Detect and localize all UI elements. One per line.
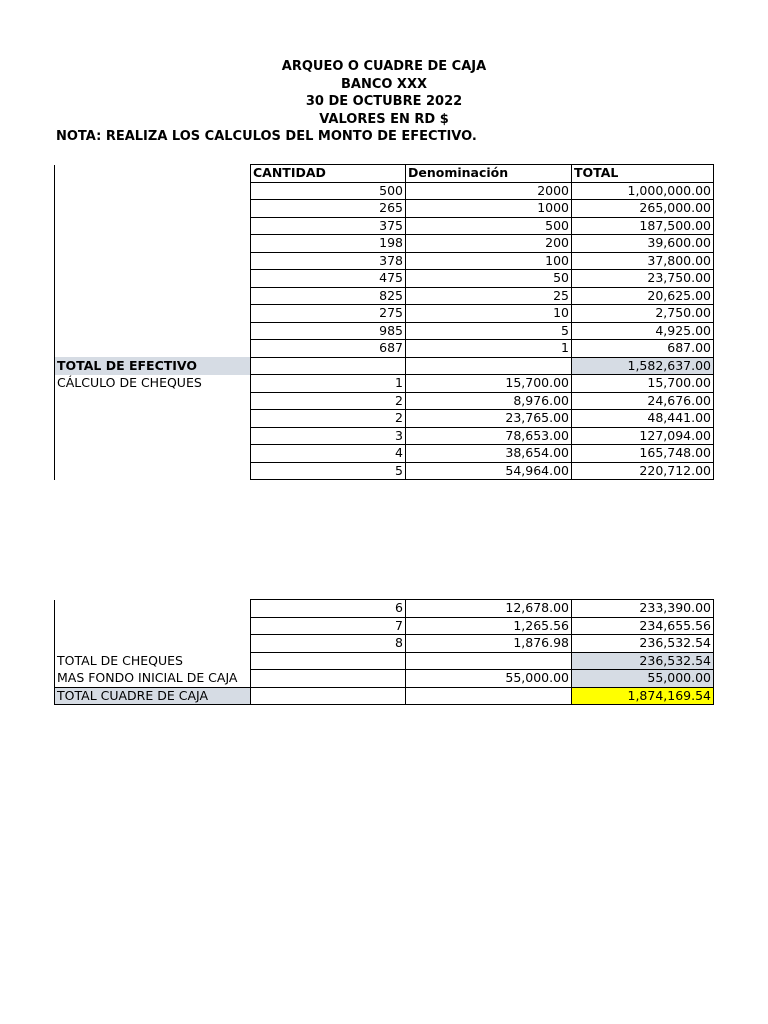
cheque-number-cell: 8 (251, 635, 406, 653)
label-cell (55, 182, 251, 200)
column-header-cantidad: CANTIDAD (251, 165, 406, 183)
label-cell (55, 600, 251, 618)
cash-row (55, 182, 714, 200)
denominacion-cell: 200 (406, 235, 572, 253)
total-cell: 37,800.00 (572, 252, 714, 270)
cheque-amount-cell: 54,964.00 (406, 462, 572, 480)
cheque-amount-cell: 8,976.00 (406, 392, 572, 410)
denominacion-cell: 500 (406, 217, 572, 235)
total-cell: 187,500.00 (572, 217, 714, 235)
denominacion-cell: 50 (406, 270, 572, 288)
empty-cell (251, 687, 406, 705)
total-cheques-row (55, 652, 714, 670)
total-efectivo-value: 1,582,637.00 (572, 357, 714, 375)
currency-note: VALORES EN RD $ (319, 112, 449, 127)
cheque-cumulative-cell: 234,655.56 (572, 617, 714, 635)
cash-row (55, 322, 714, 340)
cheque-amount-cell: 1,265.56 (406, 617, 572, 635)
total-cell: 39,600.00 (572, 235, 714, 253)
cheque-number-cell: 2 (251, 410, 406, 428)
cash-table (54, 164, 714, 480)
total-cheques-value: 236,532.54 (572, 652, 714, 670)
cheque-row (55, 445, 714, 463)
label-cell (55, 427, 251, 445)
cheque-amount-cell: 15,700.00 (406, 375, 572, 393)
cheque-amount-cell: 1,876.98 (406, 635, 572, 653)
cheque-number-cell: 7 (251, 617, 406, 635)
cheque-cumulative-cell: 233,390.00 (572, 600, 714, 618)
cantidad-cell: 265 (251, 200, 406, 218)
cash-row (55, 270, 714, 288)
cheque-cumulative-cell: 127,094.00 (572, 427, 714, 445)
denominacion-cell: 10 (406, 305, 572, 323)
cheque-number-cell: 1 (251, 375, 406, 393)
total-efectivo-row (55, 357, 714, 375)
cheque-number-cell: 5 (251, 462, 406, 480)
cantidad-cell: 375 (251, 217, 406, 235)
cheque-amount-cell: 12,678.00 (406, 600, 572, 618)
cash-row (55, 287, 714, 305)
empty-cell (251, 652, 406, 670)
label-cell (55, 340, 251, 358)
cantidad-cell: 378 (251, 252, 406, 270)
total-cell: 265,000.00 (572, 200, 714, 218)
total-cell: 687.00 (572, 340, 714, 358)
cheque-row (55, 462, 714, 480)
label-cell (55, 617, 251, 635)
label-cell (55, 270, 251, 288)
cash-row (55, 217, 714, 235)
cheque-row (55, 617, 714, 635)
fondo-inicial-label: MAS FONDO INICIAL DE CAJA (55, 670, 251, 688)
label-cell (55, 462, 251, 480)
total-efectivo-label: TOTAL DE EFECTIVO (55, 357, 251, 375)
denominacion-cell: 100 (406, 252, 572, 270)
report-date: 30 DE OCTUBRE 2022 (305, 94, 463, 109)
cash-row (55, 305, 714, 323)
cheque-cumulative-cell: 48,441.00 (572, 410, 714, 428)
total-cheques-label: TOTAL DE CHEQUES (55, 652, 251, 670)
cantidad-cell: 825 (251, 287, 406, 305)
label-cell (55, 635, 251, 653)
cantidad-cell: 475 (251, 270, 406, 288)
cash-row (55, 235, 714, 253)
cheque-amount-cell: 38,654.00 (406, 445, 572, 463)
denominacion-cell: 1 (406, 340, 572, 358)
cheque-cumulative-cell: 24,676.00 (572, 392, 714, 410)
denominacion-cell: 25 (406, 287, 572, 305)
total-cuadre-label: TOTAL CUADRE DE CAJA (55, 687, 251, 705)
fondo-inicial-value: 55,000.00 (572, 670, 714, 688)
total-cell: 1,000,000.00 (572, 182, 714, 200)
fondo-inicial-row (55, 670, 714, 688)
fondo-inicial-amount: 55,000.00 (406, 670, 572, 688)
cheque-row (55, 410, 714, 428)
cheque-row (55, 427, 714, 445)
cheque-number-cell: 6 (251, 600, 406, 618)
cheque-number-cell: 2 (251, 392, 406, 410)
cantidad-cell: 275 (251, 305, 406, 323)
cheque-cumulative-cell: 236,532.54 (572, 635, 714, 653)
cheque-number-cell: 3 (251, 427, 406, 445)
cash-row (55, 340, 714, 358)
cantidad-cell: 687 (251, 340, 406, 358)
denominacion-cell: 1000 (406, 200, 572, 218)
cheque-amount-cell: 23,765.00 (406, 410, 572, 428)
total-cuadre-row (55, 687, 714, 705)
label-cell (55, 410, 251, 428)
total-cell: 23,750.00 (572, 270, 714, 288)
label-cell (55, 287, 251, 305)
instruction-note: NOTA: REALIZA LOS CALCULOS DEL MONTO DE EFECTIVO. (56, 129, 477, 144)
denominacion-cell: 2000 (406, 182, 572, 200)
cheque-cumulative-cell: 220,712.00 (572, 462, 714, 480)
label-cell (55, 252, 251, 270)
column-header-total: TOTAL (572, 165, 714, 183)
label-cell (55, 392, 251, 410)
cash-row (55, 252, 714, 270)
label-cell (55, 305, 251, 323)
empty-cell (406, 687, 572, 705)
label-cell (55, 235, 251, 253)
cheque-amount-cell: 78,653.00 (406, 427, 572, 445)
cantidad-cell: 500 (251, 182, 406, 200)
cheque-row (55, 392, 714, 410)
cantidad-cell: 198 (251, 235, 406, 253)
total-cell: 4,925.00 (572, 322, 714, 340)
empty-cell (406, 357, 572, 375)
denominacion-cell: 5 (406, 322, 572, 340)
cheque-cumulative-cell: 165,748.00 (572, 445, 714, 463)
bank-name: BANCO XXX (340, 77, 428, 92)
cheque-number-cell: 4 (251, 445, 406, 463)
label-cell (55, 445, 251, 463)
cantidad-cell: 985 (251, 322, 406, 340)
cheques-label: CÁLCULO DE CHEQUES (55, 375, 251, 393)
total-cell: 20,625.00 (572, 287, 714, 305)
label-cell (55, 322, 251, 340)
document-title: ARQUEO O CUADRE DE CAJA (281, 59, 487, 74)
cash-row (55, 200, 714, 218)
label-cell (55, 217, 251, 235)
table-header-row (55, 165, 714, 183)
column-header-denominacion: Denominación (406, 165, 572, 183)
label-cell (55, 165, 251, 183)
cheques-table-continued (54, 599, 714, 705)
cheque-row (55, 375, 714, 393)
empty-cell (251, 357, 406, 375)
empty-cell (406, 652, 572, 670)
cheque-row (55, 635, 714, 653)
cheque-row (55, 600, 714, 618)
total-cuadre-value: 1,874,169.54 (572, 687, 714, 705)
total-cell: 2,750.00 (572, 305, 714, 323)
empty-cell (251, 670, 406, 688)
cheque-cumulative-cell: 15,700.00 (572, 375, 714, 393)
label-cell (55, 200, 251, 218)
